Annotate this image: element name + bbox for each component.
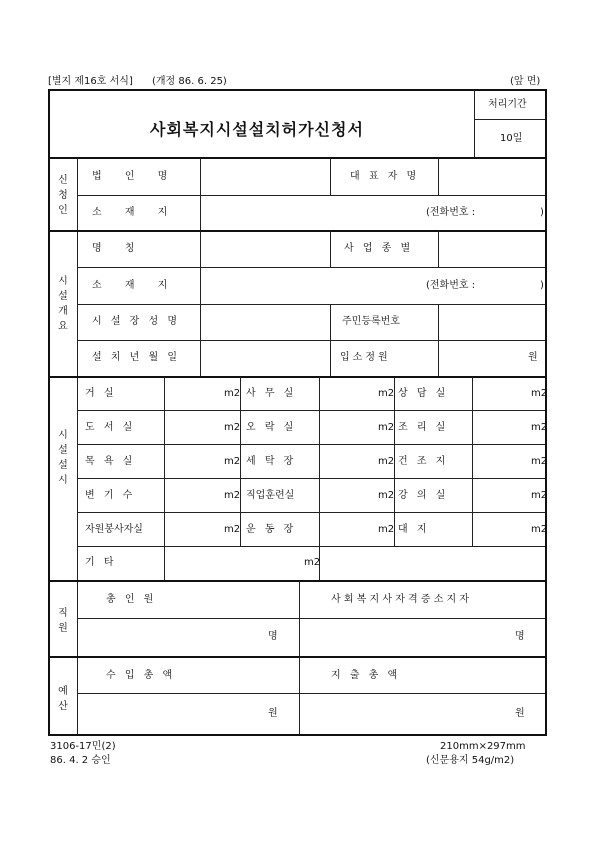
revision-date: (개정 86. 6. 25) bbox=[152, 76, 227, 87]
vocational-room-unit: m2 bbox=[378, 490, 395, 501]
drying-area-unit: m2 bbox=[531, 456, 548, 467]
other-label: 기 타 bbox=[85, 557, 117, 568]
facilities-section-label: 시 설 설 시 bbox=[58, 430, 68, 486]
living-room-unit: m2 bbox=[224, 388, 241, 399]
applicant-address-label: 소 재 지 bbox=[92, 207, 178, 218]
library-unit: m2 bbox=[224, 422, 241, 433]
facility-address-field[interactable] bbox=[202, 269, 422, 302]
capacity-unit: 원 bbox=[528, 352, 538, 363]
laundry-unit: m2 bbox=[378, 456, 395, 467]
qualified-staff-unit: 명 bbox=[515, 631, 525, 642]
volunteer-room-label: 자원봉사자실 bbox=[85, 524, 143, 535]
business-type-label: 사 업 종 별 bbox=[344, 243, 414, 254]
office-unit: m2 bbox=[378, 388, 395, 399]
office-label: 사 무 실 bbox=[246, 388, 297, 399]
library-label: 도 서 실 bbox=[85, 422, 136, 433]
side-label: (앞 면) bbox=[510, 76, 541, 87]
income-unit: 원 bbox=[268, 708, 278, 719]
bathroom-unit: m2 bbox=[224, 456, 241, 467]
applicant-address-field[interactable] bbox=[202, 197, 422, 228]
form-id: [별지 제16호 서식] bbox=[48, 76, 133, 87]
facility-name-field[interactable] bbox=[202, 233, 328, 265]
representative-label: 대 표 자 명 bbox=[350, 171, 420, 182]
expense-field[interactable] bbox=[301, 695, 543, 732]
counseling-room-label: 상 담 실 bbox=[398, 388, 449, 399]
kitchen-unit: m2 bbox=[531, 422, 548, 433]
total-staff-field[interactable] bbox=[79, 620, 297, 654]
rrn-field[interactable] bbox=[440, 306, 543, 338]
playground-label: 운 동 장 bbox=[246, 524, 297, 535]
approval-date: 86. 4. 2 승인 bbox=[50, 755, 111, 766]
toilet-count-label: 변 기 수 bbox=[85, 490, 136, 501]
site-label: 대 지 bbox=[398, 524, 430, 535]
drying-area-label: 건 조 지 bbox=[398, 456, 449, 467]
install-date-field[interactable] bbox=[202, 342, 328, 374]
income-field[interactable] bbox=[79, 695, 297, 732]
install-date-label: 설 치 년 월 일 bbox=[92, 352, 181, 363]
facility-name-label: 명 칭 bbox=[92, 243, 145, 254]
living-room-label: 거 실 bbox=[85, 388, 117, 399]
income-label: 수 입 총 액 bbox=[106, 670, 176, 681]
paper-type: (신문용지 54g/m2) bbox=[426, 755, 515, 766]
lecture-room-unit: m2 bbox=[531, 490, 548, 501]
processing-period-value: 10일 bbox=[500, 133, 523, 144]
facility-address-label: 소 재 지 bbox=[92, 280, 178, 291]
bathroom-label: 목 욕 실 bbox=[85, 456, 136, 467]
other-unit: m2 bbox=[304, 557, 321, 568]
rrn-label: 주민등록번호 bbox=[342, 316, 400, 327]
processing-period-label: 처리기간 bbox=[488, 99, 527, 110]
playground-unit: m2 bbox=[378, 524, 395, 535]
site-unit: m2 bbox=[531, 524, 548, 535]
laundry-label: 세 탁 장 bbox=[246, 456, 297, 467]
staff-section-label: 직 원 bbox=[58, 608, 68, 634]
qualified-staff-label: 사 회 복 지 사 자 격 증 소 지 자 bbox=[331, 594, 470, 605]
toilet-count-unit: m2 bbox=[224, 490, 241, 501]
total-staff-unit: 명 bbox=[268, 631, 278, 642]
budget-section-label: 예 산 bbox=[58, 686, 68, 712]
applicant-phone-close: ) bbox=[540, 207, 544, 218]
facility-head-field[interactable] bbox=[202, 306, 328, 338]
facility-phone-close: ) bbox=[540, 280, 544, 291]
representative-field[interactable] bbox=[440, 160, 543, 193]
expense-label: 지 출 총 액 bbox=[331, 670, 401, 681]
facility-head-label: 시 설 장 성 명 bbox=[92, 316, 181, 327]
corp-name-field[interactable] bbox=[202, 160, 328, 193]
business-type-field[interactable] bbox=[440, 233, 543, 265]
capacity-label: 입소정원 bbox=[340, 352, 391, 363]
form-title: 사회복지시설설치허가신청서 bbox=[150, 120, 364, 139]
paper-size: 210mm×297mm bbox=[440, 741, 526, 752]
recreation-room-unit: m2 bbox=[378, 422, 395, 433]
facility-phone-label: (전화번호 : bbox=[426, 280, 476, 291]
counseling-room-unit: m2 bbox=[531, 388, 548, 399]
applicant-section-label: 신 청 인 bbox=[58, 175, 68, 216]
applicant-phone-label: (전화번호 : bbox=[426, 207, 476, 218]
lecture-room-label: 강 의 실 bbox=[398, 490, 449, 501]
expense-unit: 원 bbox=[515, 708, 525, 719]
recreation-room-label: 오 락 실 bbox=[246, 422, 297, 433]
facility-section-label: 시 설 개 요 bbox=[58, 276, 68, 332]
total-staff-label: 총 인 원 bbox=[106, 594, 157, 605]
kitchen-label: 조 리 실 bbox=[398, 422, 449, 433]
form-code: 3106-17민(2) bbox=[50, 741, 116, 752]
volunteer-room-unit: m2 bbox=[224, 524, 241, 535]
vocational-room-label: 직업훈련실 bbox=[246, 490, 295, 501]
qualified-staff-field[interactable] bbox=[301, 620, 543, 654]
corp-name-label: 법 인 명 bbox=[92, 171, 178, 182]
